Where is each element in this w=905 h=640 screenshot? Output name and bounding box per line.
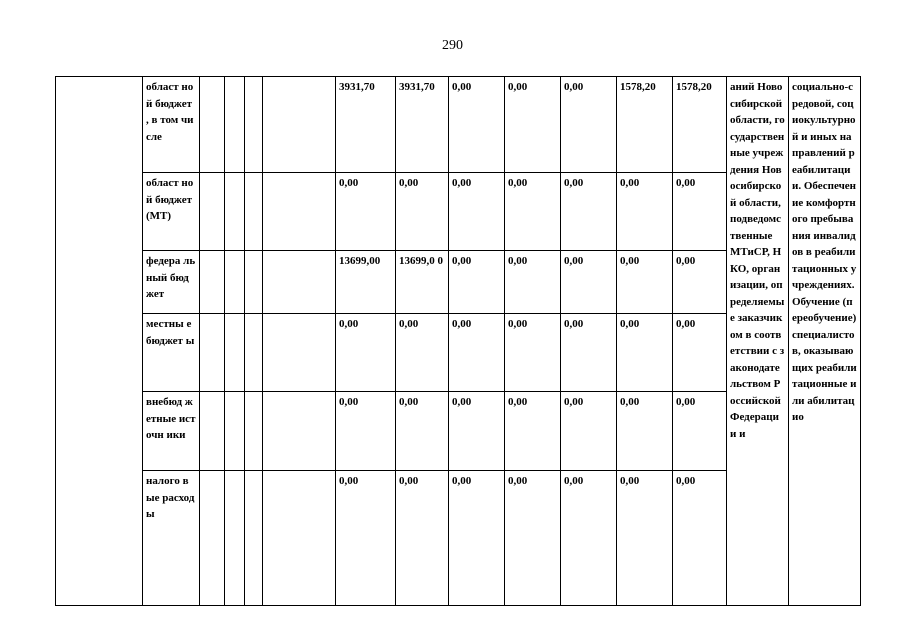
value-cell: 0,00 bbox=[673, 173, 727, 251]
expected-results-cell: социально-средовой, социокультурной и иных направлений реабилитации. Обеспечение комфортного пребывания инвалидов в реабилитационных учреждениях. Обучение (переобучение) специалистов, оказывающих реабилитационные или абилитацио bbox=[789, 77, 861, 606]
empty-cell bbox=[200, 314, 225, 392]
value-cell: 1578,20 bbox=[673, 77, 727, 173]
funding-source-cell: внебюд жетные источн ики bbox=[143, 392, 200, 471]
value-cell: 0,00 bbox=[617, 251, 673, 314]
value-cell: 0,00 bbox=[449, 173, 505, 251]
empty-cell bbox=[263, 251, 336, 314]
empty-cell bbox=[245, 392, 263, 471]
value-cell: 0,00 bbox=[396, 314, 449, 392]
empty-cell bbox=[225, 251, 245, 314]
value-cell: 0,00 bbox=[505, 77, 561, 173]
empty-cell bbox=[200, 77, 225, 173]
empty-cell bbox=[245, 77, 263, 173]
value-cell: 0,00 bbox=[617, 471, 673, 606]
empty-cell bbox=[263, 392, 336, 471]
value-cell: 0,00 bbox=[396, 392, 449, 471]
value-cell: 0,00 bbox=[561, 173, 617, 251]
value-cell: 0,00 bbox=[617, 314, 673, 392]
empty-cell bbox=[56, 77, 143, 606]
value-cell: 0,00 bbox=[449, 392, 505, 471]
empty-cell bbox=[225, 314, 245, 392]
value-cell: 0,00 bbox=[673, 471, 727, 606]
value-cell: 13699,00 bbox=[336, 251, 396, 314]
table-row bbox=[56, 77, 861, 173]
value-cell: 0,00 bbox=[561, 392, 617, 471]
value-cell: 0,00 bbox=[561, 471, 617, 606]
page-number: 290 bbox=[442, 38, 463, 53]
budget-table bbox=[55, 76, 861, 606]
value-cell: 13699,0 0 bbox=[396, 251, 449, 314]
value-cell: 0,00 bbox=[336, 173, 396, 251]
value-cell: 0,00 bbox=[673, 314, 727, 392]
value-cell: 0,00 bbox=[561, 77, 617, 173]
empty-cell bbox=[245, 471, 263, 606]
value-cell: 0,00 bbox=[449, 471, 505, 606]
value-cell: 0,00 bbox=[336, 471, 396, 606]
value-cell: 0,00 bbox=[505, 173, 561, 251]
value-cell: 0,00 bbox=[505, 471, 561, 606]
funding-source-cell: област ной бюджет (МТ) bbox=[143, 173, 200, 251]
value-cell: 0,00 bbox=[336, 392, 396, 471]
value-cell: 0,00 bbox=[617, 173, 673, 251]
empty-cell bbox=[245, 314, 263, 392]
value-cell: 0,00 bbox=[449, 314, 505, 392]
empty-cell bbox=[245, 173, 263, 251]
empty-cell bbox=[245, 251, 263, 314]
value-cell: 0,00 bbox=[449, 77, 505, 173]
executors-cell: аний Новосибирской области, государственные учреждения Новосибирской области, подведомственные МТиСР, НКО, организации, определяемые заказчиком в соответствии с законодательством Российской Федерации и bbox=[727, 77, 789, 606]
empty-cell bbox=[263, 471, 336, 606]
value-cell: 0,00 bbox=[449, 251, 505, 314]
funding-source-cell: федера льный бюджет bbox=[143, 251, 200, 314]
value-cell: 0,00 bbox=[336, 314, 396, 392]
value-cell: 0,00 bbox=[396, 471, 449, 606]
value-cell: 0,00 bbox=[673, 251, 727, 314]
empty-cell bbox=[263, 314, 336, 392]
empty-cell bbox=[263, 173, 336, 251]
funding-source-cell: област ной бюджет , в том числе bbox=[143, 77, 200, 173]
value-cell: 0,00 bbox=[617, 392, 673, 471]
value-cell: 1578,20 bbox=[617, 77, 673, 173]
value-cell: 3931,70 bbox=[336, 77, 396, 173]
value-cell: 0,00 bbox=[561, 251, 617, 314]
empty-cell bbox=[225, 77, 245, 173]
empty-cell bbox=[225, 173, 245, 251]
empty-cell bbox=[200, 173, 225, 251]
empty-cell bbox=[225, 471, 245, 606]
value-cell: 0,00 bbox=[396, 173, 449, 251]
value-cell: 3931,70 bbox=[396, 77, 449, 173]
empty-cell bbox=[225, 392, 245, 471]
empty-cell bbox=[200, 471, 225, 606]
value-cell: 0,00 bbox=[505, 392, 561, 471]
value-cell: 0,00 bbox=[505, 314, 561, 392]
value-cell: 0,00 bbox=[505, 251, 561, 314]
value-cell: 0,00 bbox=[673, 392, 727, 471]
empty-cell bbox=[200, 392, 225, 471]
empty-cell bbox=[200, 251, 225, 314]
value-cell: 0,00 bbox=[561, 314, 617, 392]
empty-cell bbox=[263, 77, 336, 173]
funding-source-cell: местны е бюджет ы bbox=[143, 314, 200, 392]
funding-source-cell: налого вые расход ы bbox=[143, 471, 200, 606]
